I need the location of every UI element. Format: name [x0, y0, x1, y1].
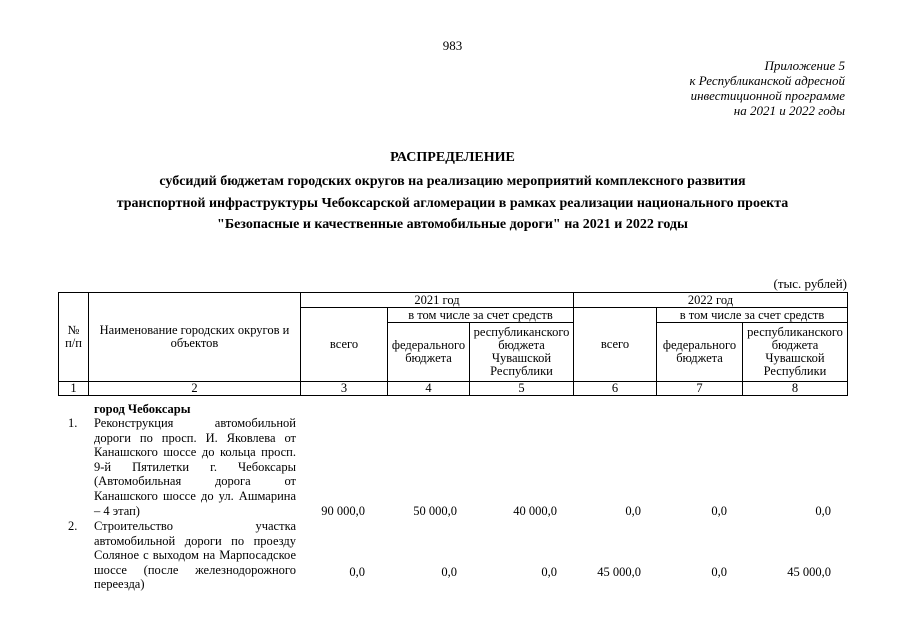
column-index: 3 [301, 382, 388, 396]
appendix-line: на 2021 и 2022 годы [733, 103, 845, 118]
value-republic-2022: 45 000,0 [787, 565, 831, 579]
column-index: 7 [657, 382, 743, 396]
appendix-line: инвестиционной программе [690, 88, 845, 103]
column-index: 5 [470, 382, 574, 396]
republic-2021-header: республиканского бюджета Чувашской Республики [470, 323, 574, 382]
units-label: (тыс. рублей) [773, 276, 847, 291]
col-num-header: № п/п [59, 293, 89, 382]
value-federal-2022: 0,0 [711, 565, 727, 579]
value-total-2022: 45 000,0 [597, 565, 641, 579]
federal-2021-header: федерального бюджета [388, 323, 470, 382]
value-federal-2022: 0,0 [711, 504, 727, 518]
total-2021-header: всего [301, 308, 388, 382]
value-republic-2021: 40 000,0 [513, 504, 557, 518]
column-index: 6 [574, 382, 657, 396]
title-heading: РАСПРЕДЕЛЕНИЕ [390, 150, 515, 165]
appendix-line: Приложение 5 [764, 58, 845, 73]
row-number: 1. [68, 416, 78, 430]
column-index: 2 [89, 382, 301, 396]
title-line: транспортной инфраструктуры Чебоксарской агломерации в рамках реализации национального проекта [116, 195, 789, 211]
column-index: 1 [59, 382, 89, 396]
total-2022-header: всего [574, 308, 657, 382]
value-total-2021: 90 000,0 [321, 504, 365, 518]
year-2021-header: 2021 год [301, 293, 574, 308]
republic-2022-header: республиканского бюджета Чувашской Республики [743, 323, 848, 382]
document-title [0, 150, 905, 236]
value-federal-2021: 0,0 [441, 565, 457, 579]
year-2022-header: 2022 год [574, 293, 848, 308]
page-number: 983 [442, 38, 463, 53]
incl-2021-header: в том числе за счет средств [388, 308, 574, 323]
value-total-2021: 0,0 [349, 565, 365, 579]
value-federal-2021: 50 000,0 [413, 504, 457, 518]
city-heading: город Чебоксары [94, 402, 191, 416]
federal-2022-header: федерального бюджета [657, 323, 743, 382]
appendix-note [689, 58, 845, 118]
title-line: субсидий бюджетам городских округов на реализацию мероприятий комплексного развития [159, 174, 746, 189]
value-republic-2022: 0,0 [815, 504, 831, 518]
column-index: 4 [388, 382, 470, 396]
title-line: "Безопасные и качественные автомобильные дороги" на 2021 и 2022 годы [217, 217, 688, 232]
incl-2022-header: в том числе за счет средств [657, 308, 848, 323]
object-name: Реконструкция автомобильной дороги по просп. И. Яковлева от Канашского шоссе до кольца просп. 9-й Пятилетки г. Чебоксары (Автомобильная дорога от Канашского шоссе до ул. Ашмарина – 4 этап) [94, 416, 296, 518]
column-index: 8 [743, 382, 848, 396]
row-number: 2. [68, 519, 78, 533]
object-name: Строительство участка автомобильной дороги по проезду Соляное с выходом на Марпосадское шоссе (после железнодорожного переезда) [94, 519, 296, 592]
value-total-2022: 0,0 [625, 504, 641, 518]
col-name-header: Наименование городских округов и объектов [89, 293, 301, 382]
value-republic-2021: 0,0 [541, 565, 557, 579]
appendix-line: к Республиканской адресной [689, 73, 845, 88]
distribution-table-header [58, 292, 848, 396]
